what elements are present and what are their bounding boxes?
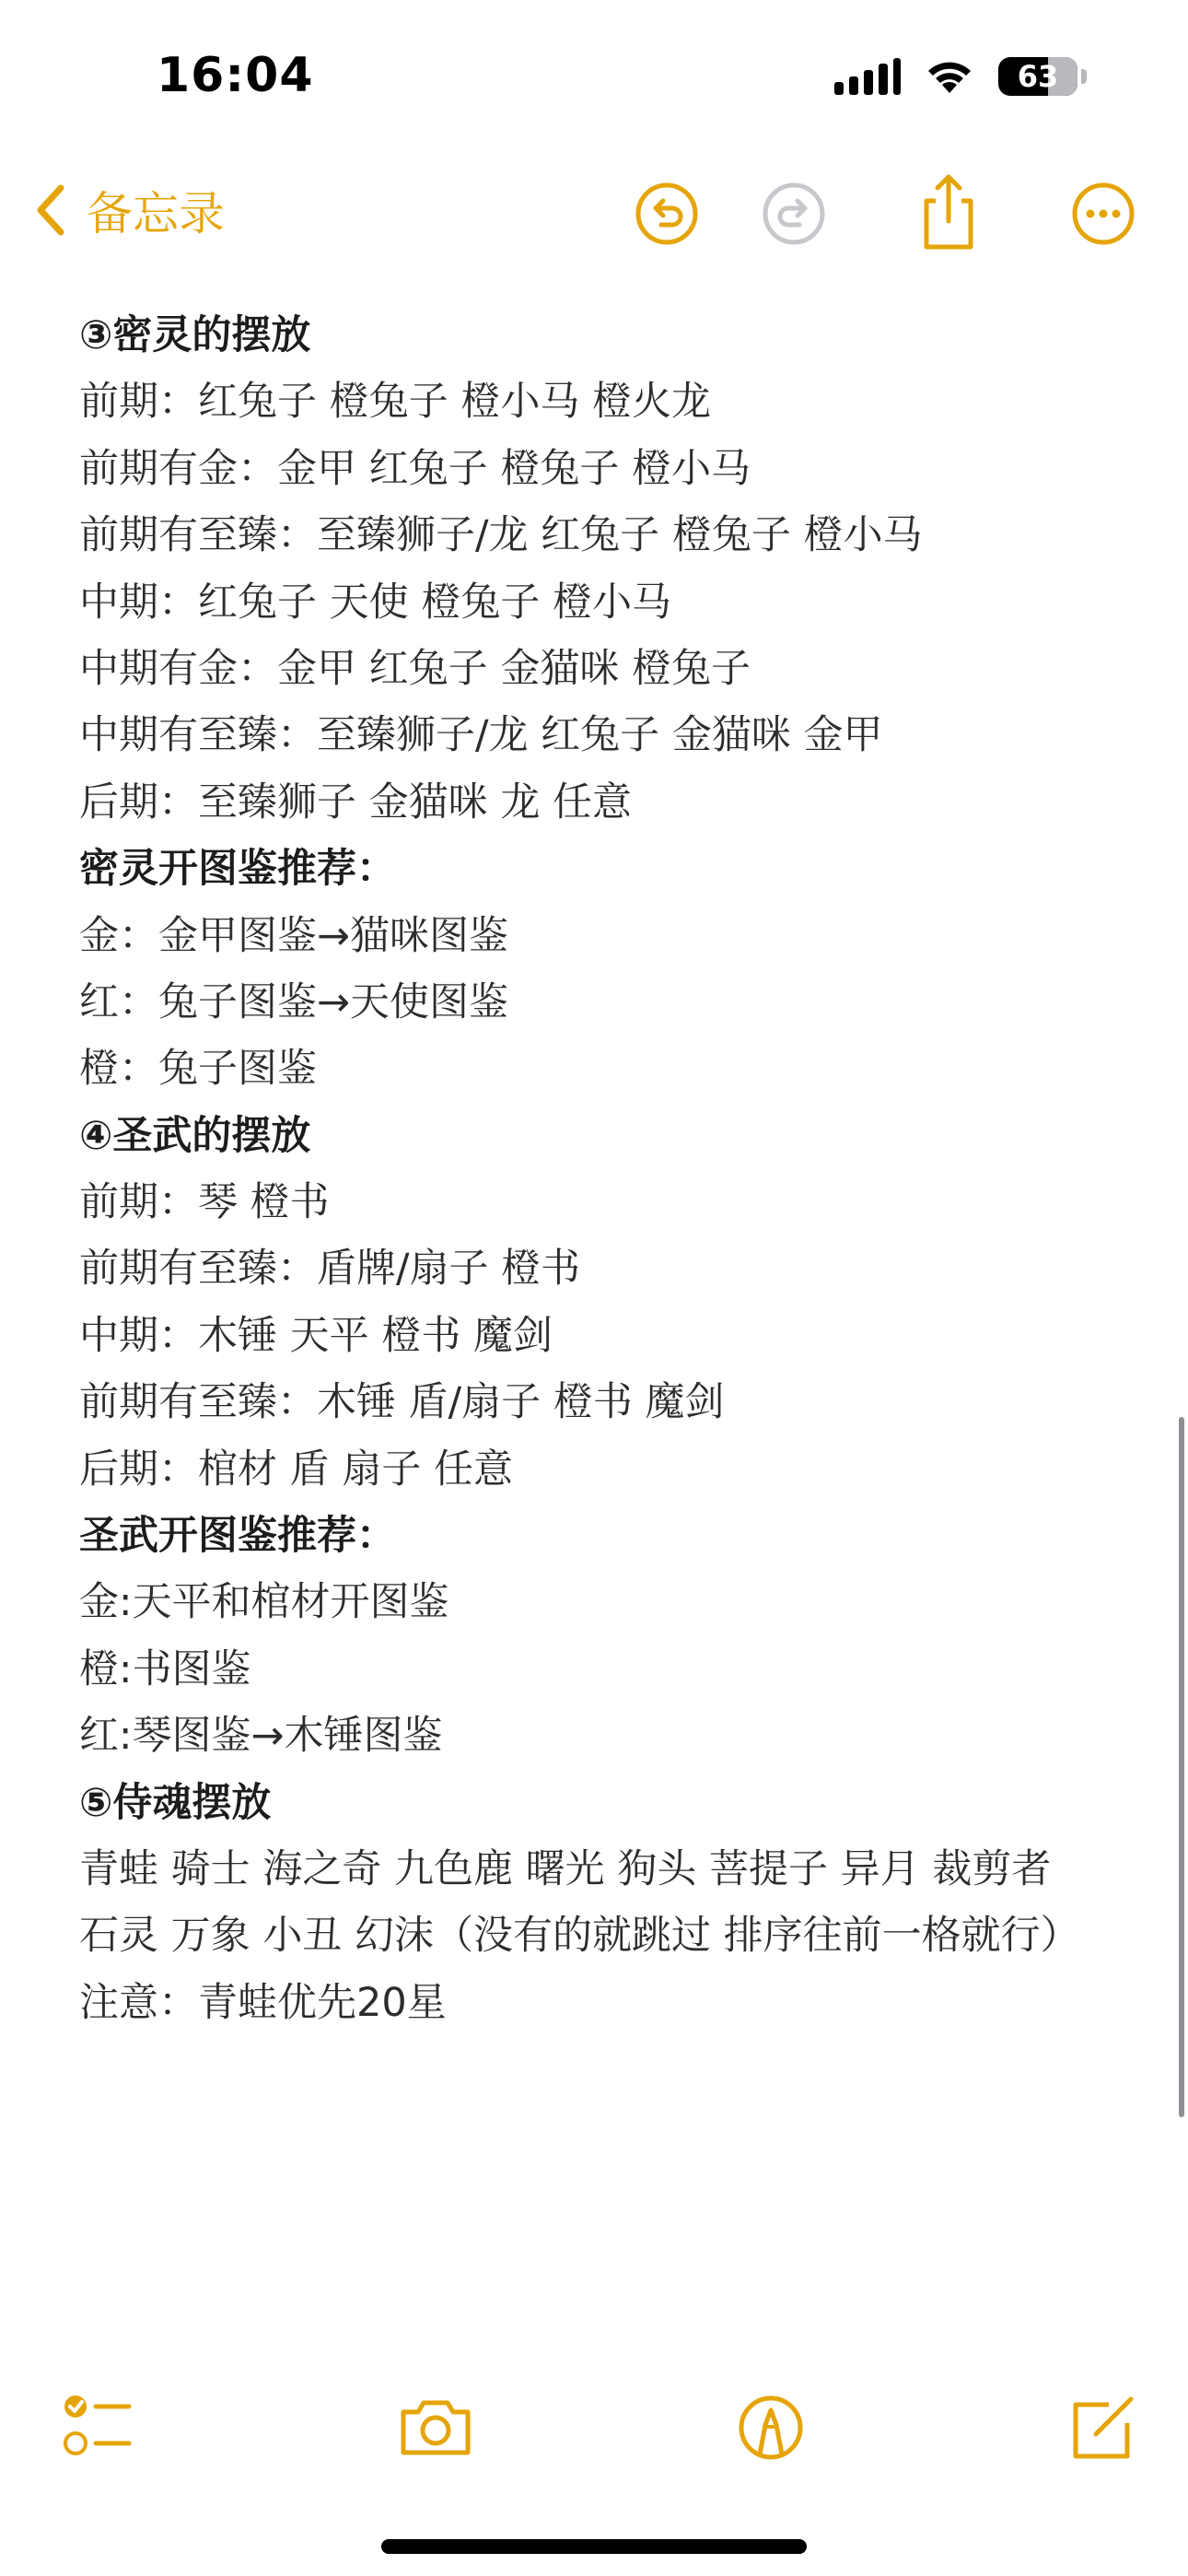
note-text-line[interactable]: 中期有金：金甲 红兔子 金猫咪 橙兔子	[79, 645, 751, 692]
note-text-line[interactable]: 中期：红兔子 天使 橙兔子 橙小马	[79, 579, 672, 626]
note-text-line[interactable]: 前期：红兔子 橙兔子 橙小马 橙火龙	[79, 379, 712, 426]
home-indicator[interactable]	[381, 2539, 807, 2554]
note-heading-line[interactable]: ⑤侍魂摆放	[79, 1779, 272, 1826]
note-heading-line[interactable]: ③密灵的摆放	[79, 312, 311, 358]
status-icons	[834, 57, 1087, 96]
note-text-line[interactable]: 前期有至臻：木锤 盾/扇子 橙书 魔剑	[79, 1379, 725, 1426]
note-text-line[interactable]: 注意：青蛙优先20星	[79, 1979, 447, 2026]
redo-icon[interactable]	[761, 181, 827, 247]
camera-icon[interactable]	[394, 2386, 477, 2469]
status-time: 16:04	[157, 48, 314, 103]
note-text-line[interactable]: 青蛙 骑士 海之奇 九色鹿 曙光 狗头 菩提子 异月 裁剪者	[79, 1845, 1052, 1892]
share-icon[interactable]	[915, 170, 982, 252]
note-text-line[interactable]: 前期有至臻：盾牌/扇子 橙书	[79, 1246, 581, 1293]
scroll-indicator[interactable]	[1179, 1417, 1184, 2117]
markup-pen-icon[interactable]	[729, 2386, 812, 2469]
battery-percent: 63	[1017, 59, 1059, 94]
note-text-line[interactable]: 后期：至臻狮子 金猫咪 龙 任意	[79, 779, 633, 825]
note-text-line[interactable]: 中期：木锤 天平 橙书 魔剑	[79, 1312, 553, 1359]
note-text-line[interactable]: 前期有至臻：至臻狮子/龙 红兔子 橙兔子 橙小马	[79, 512, 923, 559]
note-text-line[interactable]: 红：兔子图鉴→天使图鉴	[79, 978, 509, 1025]
note-heading-line[interactable]: 圣武开图鉴推荐：	[79, 1513, 396, 1560]
back-button[interactable]	[33, 177, 225, 243]
more-icon[interactable]	[1070, 181, 1136, 247]
cellular-signal-icon	[834, 58, 901, 95]
battery-cap	[1081, 69, 1087, 84]
note-text-line[interactable]: 后期：棺材 盾 扇子 任意	[79, 1446, 514, 1493]
note-text-line[interactable]: 橙：兔子图鉴	[79, 1046, 317, 1093]
note-heading-line[interactable]: 密灵开图鉴推荐：	[79, 846, 396, 893]
note-text-line[interactable]: 前期有金：金甲 红兔子 橙兔子 橙小马	[79, 445, 751, 492]
battery-icon	[998, 57, 1077, 96]
wifi-icon	[925, 58, 974, 95]
nav-bar	[0, 157, 1188, 267]
bottom-toolbar	[0, 2386, 1188, 2488]
note-text-line[interactable]: 橙:书图鉴	[79, 1645, 251, 1692]
status-bar	[0, 0, 1188, 157]
note-text-line[interactable]: 石灵 万象 小丑 幻沫（没有的就跳过 排序往前一格就行）	[79, 1913, 1080, 1960]
note-heading-line[interactable]: ④圣武的摆放	[79, 1112, 311, 1159]
back-label: 备忘录	[87, 187, 225, 240]
note-text-line[interactable]: 金：金甲图鉴→猫咪图鉴	[79, 912, 509, 959]
chevron-left-icon	[33, 181, 70, 240]
checklist-icon[interactable]	[57, 2386, 140, 2469]
compose-icon[interactable]	[1061, 2386, 1144, 2469]
undo-icon[interactable]	[634, 181, 700, 247]
note-text-line[interactable]: 中期有至臻：至臻狮子/龙 红兔子 金猫咪 金甲	[79, 712, 883, 759]
note-text-line[interactable]: 前期：琴 橙书	[79, 1179, 330, 1226]
note-text-line[interactable]: 红:琴图鉴→木锤图鉴	[79, 1713, 443, 1760]
note-text-line[interactable]: 金:天平和棺材开图鉴	[79, 1579, 449, 1626]
note-body[interactable]	[79, 302, 1138, 2036]
